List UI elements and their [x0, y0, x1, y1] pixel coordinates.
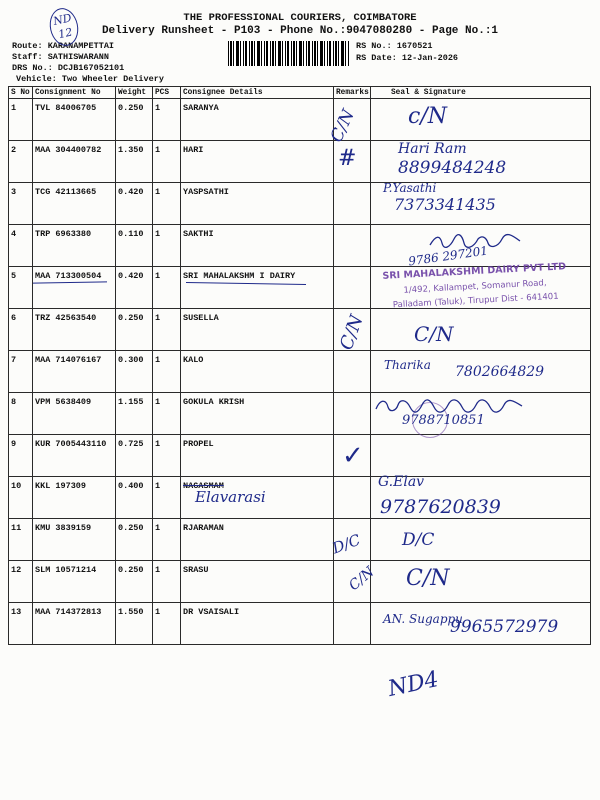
- handwritten-phone-row3: 7373341435: [394, 195, 496, 214]
- handwritten-signature-row13: AN. Sugappu: [383, 612, 463, 626]
- consignee-text: GOKULA KRISH: [183, 397, 245, 407]
- rs-number: RS No.: 1670521: [356, 41, 433, 51]
- sno-text: 11: [11, 523, 22, 533]
- sno-cell: [9, 519, 33, 561]
- weight-text: 0.725: [118, 439, 144, 449]
- consignee-text: YASPSATHI: [183, 187, 229, 197]
- handwritten-phone-row7: 7802664829: [455, 364, 545, 380]
- sno-text: 7: [11, 355, 17, 365]
- consignment-text: TVL 84006705: [35, 103, 97, 113]
- handwritten-bottom-note: ND4: [385, 666, 441, 703]
- remarks-cell: [334, 225, 371, 267]
- consignee-cell: [181, 603, 334, 645]
- consignee-cell: [181, 309, 334, 351]
- table-row: [9, 309, 591, 351]
- consignee-cell: [181, 519, 334, 561]
- vehicle-line: Vehicle: Two Wheeler Delivery: [16, 74, 164, 84]
- stamp-line-1: SRI MAHALAKSHMI DAIRY PVT LTD: [382, 261, 567, 282]
- consignment-cell: [33, 519, 116, 561]
- stamp-line-3: Palladam (Taluk), Tirupur Dist - 641401: [392, 291, 559, 311]
- consignee-text: DR VSAISALI: [183, 607, 240, 617]
- consignment-cell: [33, 183, 116, 225]
- column-header-consignee: Consignee Details: [181, 87, 334, 99]
- consignment-text: KUR 7005443110: [35, 439, 107, 449]
- sno-cell: [9, 99, 33, 141]
- barcode: [228, 41, 350, 66]
- weight-text: 0.420: [118, 271, 144, 281]
- remarks-cell: [334, 351, 371, 393]
- sno-cell: [9, 477, 33, 519]
- weight-text: 0.400: [118, 481, 144, 491]
- sno-text: 6: [11, 313, 17, 323]
- weight-text: 0.250: [118, 313, 144, 323]
- consignee-text: SRASU: [183, 565, 209, 575]
- pcs-text: 1: [155, 313, 161, 323]
- consignee-text: PROPEL: [183, 439, 214, 449]
- pcs-cell: [153, 393, 181, 435]
- handwritten-phone-row13: 9965572979: [450, 617, 559, 637]
- column-header-pcs: PCS: [153, 87, 181, 99]
- check-mark-icon: ✓: [342, 441, 364, 471]
- consignee-cell: [181, 393, 334, 435]
- sno-cell: [9, 225, 33, 267]
- consignment-cell: [33, 351, 116, 393]
- consignee-text: KALO: [183, 355, 204, 365]
- consignment-cell: [33, 477, 116, 519]
- pcs-cell: [153, 183, 181, 225]
- consignee-text: SRI MAHALAKSHM I DAIRY: [183, 271, 296, 281]
- consignee-cell: [181, 225, 334, 267]
- pcs-text: 1: [155, 145, 161, 155]
- table-row: [9, 183, 591, 225]
- column-header-weight: Weight: [116, 87, 153, 99]
- runsheet-subtitle: Delivery Runsheet - P103 - Phone No.:9047080280 - Page No.:1: [101, 25, 499, 37]
- handwritten-signature-row10: G.Elav: [378, 474, 425, 490]
- sno-cell: [9, 267, 33, 309]
- handwritten-phone-row4: 9786 297201: [407, 243, 489, 269]
- handwritten-consignee-correction: Elavarasi: [195, 488, 266, 506]
- sno-cell: [9, 603, 33, 645]
- handwritten-remark-row6: C/N: [335, 312, 368, 353]
- consignee-cell: [181, 267, 334, 309]
- handwritten-signature-row11: D/C: [402, 530, 435, 550]
- pcs-cell: [153, 309, 181, 351]
- consignee-text: HARI: [183, 145, 204, 155]
- column-header-signature: Seal & Signature: [371, 87, 591, 99]
- drs-number: DRS No.: DCJB167052101: [12, 63, 125, 73]
- remarks-cell: [334, 603, 371, 645]
- handwritten-remark-row12: C/N: [346, 563, 378, 595]
- sno-cell: [9, 351, 33, 393]
- consignment-cell: [33, 225, 116, 267]
- weight-text: 0.420: [118, 187, 144, 197]
- pcs-text: 1: [155, 271, 161, 281]
- sno-cell: [9, 561, 33, 603]
- consignee-text: RJARAMAN: [183, 523, 224, 533]
- consignment-cell: [33, 393, 116, 435]
- table-row: [9, 561, 591, 603]
- rs-date: RS Date: 12-Jan-2026: [356, 53, 459, 63]
- weight-cell: [116, 99, 153, 141]
- table-row: [9, 99, 591, 141]
- sno-cell: [9, 183, 33, 225]
- weight-cell: [116, 435, 153, 477]
- consignment-text: TRP 6963380: [35, 229, 92, 239]
- sno-text: 1: [11, 103, 17, 113]
- consignment-cell: [33, 603, 116, 645]
- remarks-cell: [334, 183, 371, 225]
- consignment-text: MAA 713300504: [35, 271, 102, 281]
- consignment-text: KMU 3839159: [35, 523, 92, 533]
- pcs-cell: [153, 351, 181, 393]
- consignment-text: TRZ 42563540: [35, 313, 97, 323]
- sno-cell: [9, 309, 33, 351]
- signature-cell: [371, 99, 591, 141]
- handwritten-remark-row2: #: [338, 146, 357, 171]
- sno-text: 3: [11, 187, 17, 197]
- sno-cell: [9, 141, 33, 183]
- column-header-remarks: Remarks: [334, 87, 371, 99]
- weight-cell: [116, 561, 153, 603]
- sno-cell: [9, 435, 33, 477]
- handwritten-signature-row2: Hari Ram: [398, 141, 467, 157]
- circled-note-text: ND 12: [52, 11, 74, 42]
- consignment-cell: [33, 561, 116, 603]
- weight-text: 1.350: [118, 145, 144, 155]
- route-line: Route: KARANAMPETTAI: [12, 41, 115, 51]
- stamp-line-2: 1/492, Kallampet, Somanur Road,: [403, 278, 547, 296]
- consignment-cell: [33, 435, 116, 477]
- table-row: [9, 435, 591, 477]
- handwritten-phone-row2: 8899484248: [398, 158, 507, 178]
- signature-cell: [371, 561, 591, 603]
- consignment-text: TCG 42113665: [35, 187, 97, 197]
- pcs-cell: [153, 267, 181, 309]
- sno-text: 9: [11, 439, 17, 449]
- pcs-cell: [153, 519, 181, 561]
- remarks-cell: [334, 477, 371, 519]
- pcs-text: 1: [155, 229, 161, 239]
- weight-text: 1.155: [118, 397, 144, 407]
- weight-cell: [116, 393, 153, 435]
- pcs-cell: [153, 603, 181, 645]
- consignment-text: MAA 304400782: [35, 145, 102, 155]
- weight-cell: [116, 603, 153, 645]
- consignee-cell: [181, 99, 334, 141]
- handwritten-phone-row8: 9788710851: [402, 413, 485, 428]
- sno-text: 13: [11, 607, 22, 617]
- weight-cell: [116, 267, 153, 309]
- consignment-cell: [33, 141, 116, 183]
- handwritten-signature-row6: C/N: [414, 322, 454, 346]
- consignee-cell: [181, 561, 334, 603]
- pcs-text: 1: [155, 565, 161, 575]
- company-title: THE PROFESSIONAL COURIERS, COIMBATORE: [183, 12, 417, 24]
- weight-cell: [116, 183, 153, 225]
- table-row: [9, 477, 591, 519]
- consignee-cell: [181, 351, 334, 393]
- signature-cell: [371, 435, 591, 477]
- sno-text: 2: [11, 145, 17, 155]
- weight-cell: [116, 519, 153, 561]
- consignment-cell: [33, 267, 116, 309]
- remarks-cell: [334, 393, 371, 435]
- signature-cell: [371, 309, 591, 351]
- sno-text: 12: [11, 565, 22, 575]
- handwritten-signature-row12: C/N: [406, 566, 450, 591]
- sno-text: 5: [11, 271, 17, 281]
- sno-text: 10: [11, 481, 22, 491]
- weight-text: 0.250: [118, 565, 144, 575]
- consignment-cell: [33, 309, 116, 351]
- pcs-text: 1: [155, 607, 161, 617]
- weight-cell: [116, 477, 153, 519]
- pcs-text: 1: [155, 481, 161, 491]
- weight-text: 0.110: [118, 229, 144, 239]
- pcs-text: 1: [155, 523, 161, 533]
- pcs-cell: [153, 435, 181, 477]
- pcs-text: 1: [155, 103, 161, 113]
- pcs-text: 1: [155, 187, 161, 197]
- column-header-sno: S No: [9, 87, 33, 99]
- handwritten-signature-row1: c/N: [408, 104, 447, 129]
- weight-text: 0.300: [118, 355, 144, 365]
- weight-text: 1.550: [118, 607, 144, 617]
- pcs-text: 1: [155, 355, 161, 365]
- sno-cell: [9, 393, 33, 435]
- handwritten-signature-row7: Tharika: [384, 358, 431, 372]
- handwritten-remark-row11: D/C: [329, 530, 363, 558]
- handwritten-phone-row10: 9787620839: [380, 496, 501, 518]
- consignment-cell: [33, 99, 116, 141]
- weight-text: 0.250: [118, 103, 144, 113]
- weight-cell: [116, 351, 153, 393]
- consignee-text: SUSELLA: [183, 313, 219, 323]
- consignment-text: KKL 197309: [35, 481, 87, 491]
- handwritten-remark-row1: C/N: [326, 106, 359, 146]
- staff-line: Staff: SATHISWARANN: [12, 52, 109, 62]
- consignment-text: VPM 5638409: [35, 397, 92, 407]
- consignment-text: MAA 714372813: [35, 607, 102, 617]
- handwritten-signature-row3: P.Yasathi: [383, 181, 437, 195]
- consignee-cell: [181, 183, 334, 225]
- consignee-cell: [181, 435, 334, 477]
- consignee-cell: [181, 141, 334, 183]
- consignment-text: SLM 10571214: [35, 565, 97, 575]
- sno-text: 8: [11, 397, 17, 407]
- weight-text: 0.250: [118, 523, 144, 533]
- column-header-consignment: Consignment No: [33, 87, 116, 99]
- weight-cell: [116, 141, 153, 183]
- table-header-row: [9, 87, 591, 99]
- consignee-text: SAKTHI: [183, 229, 214, 239]
- pcs-cell: [153, 477, 181, 519]
- pcs-text: 1: [155, 397, 161, 407]
- weight-cell: [116, 225, 153, 267]
- pcs-cell: [153, 561, 181, 603]
- pcs-cell: [153, 99, 181, 141]
- pcs-text: 1: [155, 439, 161, 449]
- pcs-cell: [153, 225, 181, 267]
- pcs-cell: [153, 141, 181, 183]
- consignee-text: NAGASMAM: [183, 481, 224, 491]
- weight-cell: [116, 309, 153, 351]
- table-row: [9, 519, 591, 561]
- sno-text: 4: [11, 229, 17, 239]
- consignee-text: SARANYA: [183, 103, 219, 113]
- consignment-text: MAA 714076167: [35, 355, 102, 365]
